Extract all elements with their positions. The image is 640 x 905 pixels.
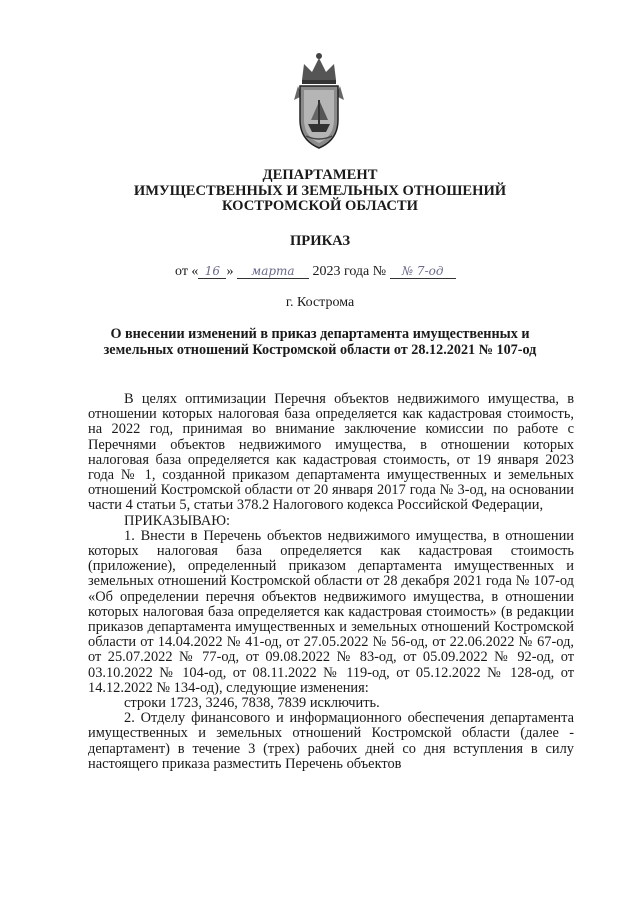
department-title-line-1: ДЕПАРТАМЕНТ xyxy=(262,167,378,183)
order-keyword: ПРИКАЗЫВАЮ: xyxy=(124,512,231,529)
date-year: 2023 года № xyxy=(312,264,387,279)
order-title: ПРИКАЗ xyxy=(289,233,351,249)
preamble-paragraph: В целях оптимизации Перечня объектов недвижимого имущества, в отношении которых налоговая база определяется как кадастровая стоимость, на 2022 год, принимая во внимание заключение комиссии по работе с Перечнями объектов недвижимого имущества, в отношении которых налоговая база определяется как кадастровая стоимость, от 19 января 2023 года № 1, созданной приказом департамента имущественных и земельных отношений Костромской области от 20 января 2017 года № 3-од, на основании части 4 статьи 5, статьи 378.2 Налогового кодекса Российской Федерации, xyxy=(88,391,574,514)
date-mid: » xyxy=(226,264,234,279)
order-date-line xyxy=(175,264,505,280)
date-prefix: от « xyxy=(175,264,199,279)
clause-1-paragraph: 1. Внести в Перечень объектов недвижимого имущества, в отношении которых налоговая база определяется как кадастровая стоимость (приложение), определенный приказом департамента имущественных и земельных отношений Костромской области от 28 декабря 2021 года № 107-од «Об определении перечня объектов недвижимого имущества, в отношении которых налоговая база определяется как кадастровая стоимость» (в редакции приказов департамента имущественных и земельных отношений Костромской области от 14.04.2022 № 41-од, от 27.05.2022 № 56-од, от 22.06.2022 № 67-од, от 25.07.2022 № 77-од, от 09.08.2022 № 83-од, от 05.09.2022 № 92-од, от 03.10.2022 № 104-од, от 08.11.2022 № 119-од, от 05.12.2022 № 128-од, от 14.12.2022 № 134-од), следующие изменения: xyxy=(88,527,574,696)
date-day: 16 xyxy=(198,264,226,279)
city: г. Кострома xyxy=(285,295,355,310)
clause-1-change: строки 1723, 3246, 7838, 7839 исключить. xyxy=(124,695,380,712)
order-subject xyxy=(0,326,640,358)
order-body xyxy=(88,392,574,772)
subject-line-2: земельных отношений Костромской области от 28.12.2021 № 107-од xyxy=(103,342,537,358)
department-title xyxy=(0,168,640,215)
department-title-line-3: КОСТРОМСКОЙ ОБЛАСТИ xyxy=(221,198,419,214)
date-month: марта xyxy=(237,264,309,279)
subject-line-1: О внесении изменений в приказ департамента имущественных и xyxy=(110,326,530,342)
department-title-line-2: ИМУЩЕСТВЕННЫХ И ЗЕМЕЛЬНЫХ ОТНОШЕНИЙ xyxy=(133,182,507,199)
clause-2-paragraph: 2. Отделу финансового и информационного обеспечения департамента имущественных и земельных отношений Костромской области (далее - департамент) в течение 3 (трех) рабочих дней со дня вступления в силу настоящего приказа разместить Перечень объектов xyxy=(88,710,574,772)
order-number: № 7-од xyxy=(390,264,456,279)
coat-of-arms-emblem xyxy=(288,50,350,160)
